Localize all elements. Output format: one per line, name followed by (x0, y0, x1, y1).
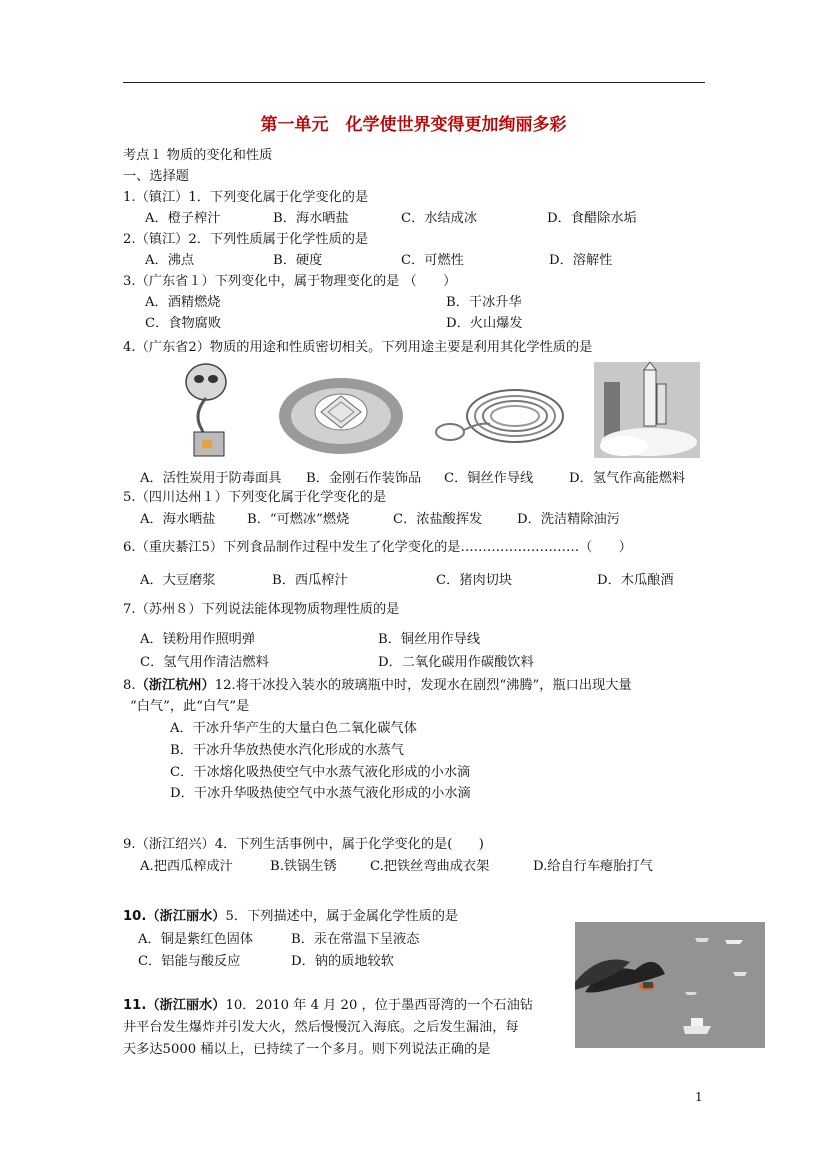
q6-option-c: C．猪肉切块 (436, 573, 513, 588)
q2-option-d: D．溶解性 (549, 253, 613, 268)
q8-number: 8. (123, 678, 136, 693)
q10-stem (123, 909, 458, 925)
q7-option-c: C．氢气用作清洁燃料 (140, 655, 269, 670)
q11-stem-line1 (123, 998, 533, 1014)
q3-stem: 3.（广东省１）下列变化中，属于物理变化的是 （ ） (123, 274, 457, 289)
q8-option-b: B．干冰升华放热使水汽化形成的水蒸气 (170, 743, 404, 758)
oil-spill-fire-image (575, 922, 765, 1048)
q9-option-b: B.铁锅生锈 (270, 859, 337, 874)
q4-option-b: B．金刚石作装饰品 (306, 471, 422, 486)
q1-option-a: A．橙子榨汁 (145, 211, 221, 226)
q1-option-d: D．食醋除水垢 (547, 211, 637, 226)
header-rule (123, 82, 705, 83)
q8-option-c: C．干冰熔化吸热使空气中水蒸气液化形成的小水滴 (170, 765, 471, 780)
q8-stem (123, 678, 632, 694)
rocket-launch-image (594, 362, 700, 458)
diamond-ornament-image (276, 374, 406, 458)
q4-stem: 4.（广东省2）物质的用途和性质密切相关。下列用途主要是利用其化学性质的是 (123, 340, 593, 355)
q9-option-a: A.把西瓜榨成汁 (140, 859, 233, 874)
q5-option-a: A．海水晒盐 (140, 512, 216, 527)
q6-option-d: D．木瓜酿酒 (597, 573, 674, 588)
q8-stem-text: 12.将干冰投入装水的玻璃瓶中时，发现水在剧烈“沸腾”，瓶口出现大量 (214, 678, 632, 693)
q4-option-d: D．氢气作高能燃料 (569, 471, 686, 486)
q9-stem: 9.（浙江绍兴）4．下列生活事例中，属于化学变化的是( ) (123, 837, 484, 852)
q8-location: （浙江杭州） (135, 678, 215, 693)
q4-option-a: A．活性炭用于防毒面具 (140, 471, 282, 486)
q11-stem-line3: 天多达5000 桶以上，已持续了一个多月。则下列说法正确的是 (123, 1042, 491, 1057)
q1-option-b: B．海水晒盐 (273, 211, 349, 226)
q8-option-d: D．干冰升华吸热使空气中水蒸气液化形成的小水滴 (170, 786, 471, 801)
q3-option-d: D．火山爆发 (446, 316, 523, 331)
q3-option-c: C．食物腐败 (145, 316, 222, 331)
q10-option-d: D．钠的质地较软 (291, 954, 394, 969)
q6-stem: 6.（重庆綦江5）下列食品制作过程中发生了化学变化的是………………………（ ） (123, 540, 632, 555)
q1-stem: 1.（镇江）1．下列变化属于化学变化的是 (123, 190, 369, 205)
q9-option-c: C.把铁丝弯曲成衣架 (370, 859, 490, 874)
q11-stem-text: 10．2010 年 4 月 20 ，位于墨西哥湾的一个石油钻 (225, 998, 533, 1013)
q2-option-a: A．沸点 (145, 253, 195, 268)
q3-option-b: B．干冰升华 (446, 295, 522, 310)
q2-option-c: C．可燃性 (401, 253, 464, 268)
q5-stem: 5.（四川达州１）下列变化属于化学变化的是 (123, 490, 387, 505)
q9-option-d: D.给自行车瘪胎打气 (533, 859, 653, 874)
page-title: 第一单元 化学使世界变得更加绚丽多彩 (260, 115, 567, 135)
q10-option-c: C．铝能与酸反应 (138, 954, 241, 969)
q4-option-c: C．铜丝作导线 (444, 471, 534, 486)
q6-option-a: A．大豆磨浆 (140, 573, 216, 588)
q8-stem-line2: “白气”，此“白气”是 (130, 699, 250, 714)
q10-option-b: B．汞在常温下呈液态 (291, 932, 420, 947)
q5-option-d: D．洗洁精除油污 (517, 512, 620, 527)
q7-option-b: B．铜丝用作导线 (378, 632, 481, 647)
section-point: 考点１ 物质的变化和性质 (123, 148, 273, 163)
q3-option-a: A．酒精燃烧 (145, 295, 221, 310)
q7-option-d: D．二氧化碳用作碳酸饮料 (378, 655, 534, 670)
q8-option-a: A．干冰升华产生的大量白色二氧化碳气体 (170, 721, 417, 736)
q6-option-b: B．西瓜榨汁 (272, 573, 348, 588)
q7-stem: 7.（苏州８）下列说法能体现物质物理性质的是 (123, 602, 400, 617)
copper-wire-image (420, 380, 570, 456)
section-part: 一、选择题 (123, 169, 189, 184)
q2-option-b: B．硬度 (273, 253, 323, 268)
q7-option-a: A．镁粉用作照明弹 (140, 632, 256, 647)
gas-mask-image (176, 362, 236, 458)
q10-option-a: A．铜是紫红色固体 (138, 932, 254, 947)
q2-stem: 2.（镇江）2．下列性质属于化学性质的是 (123, 232, 369, 247)
q5-option-b: B．“可燃冰”燃烧 (247, 512, 350, 527)
page-number: 1 (695, 1090, 703, 1104)
q10-stem-text: 5．下列描述中，属于金属化学性质的是 (225, 909, 459, 924)
q11-heading: 11.（浙江丽水） (123, 998, 226, 1013)
q5-option-c: C．浓盐酸挥发 (393, 512, 483, 527)
q1-option-c: C．水结成冰 (401, 211, 478, 226)
q10-heading: 10.（浙江丽水） (123, 909, 226, 924)
q11-stem-line2: 井平台发生爆炸并引发大火，然后慢慢沉入海底。之后发生漏油，每 (123, 1020, 519, 1035)
